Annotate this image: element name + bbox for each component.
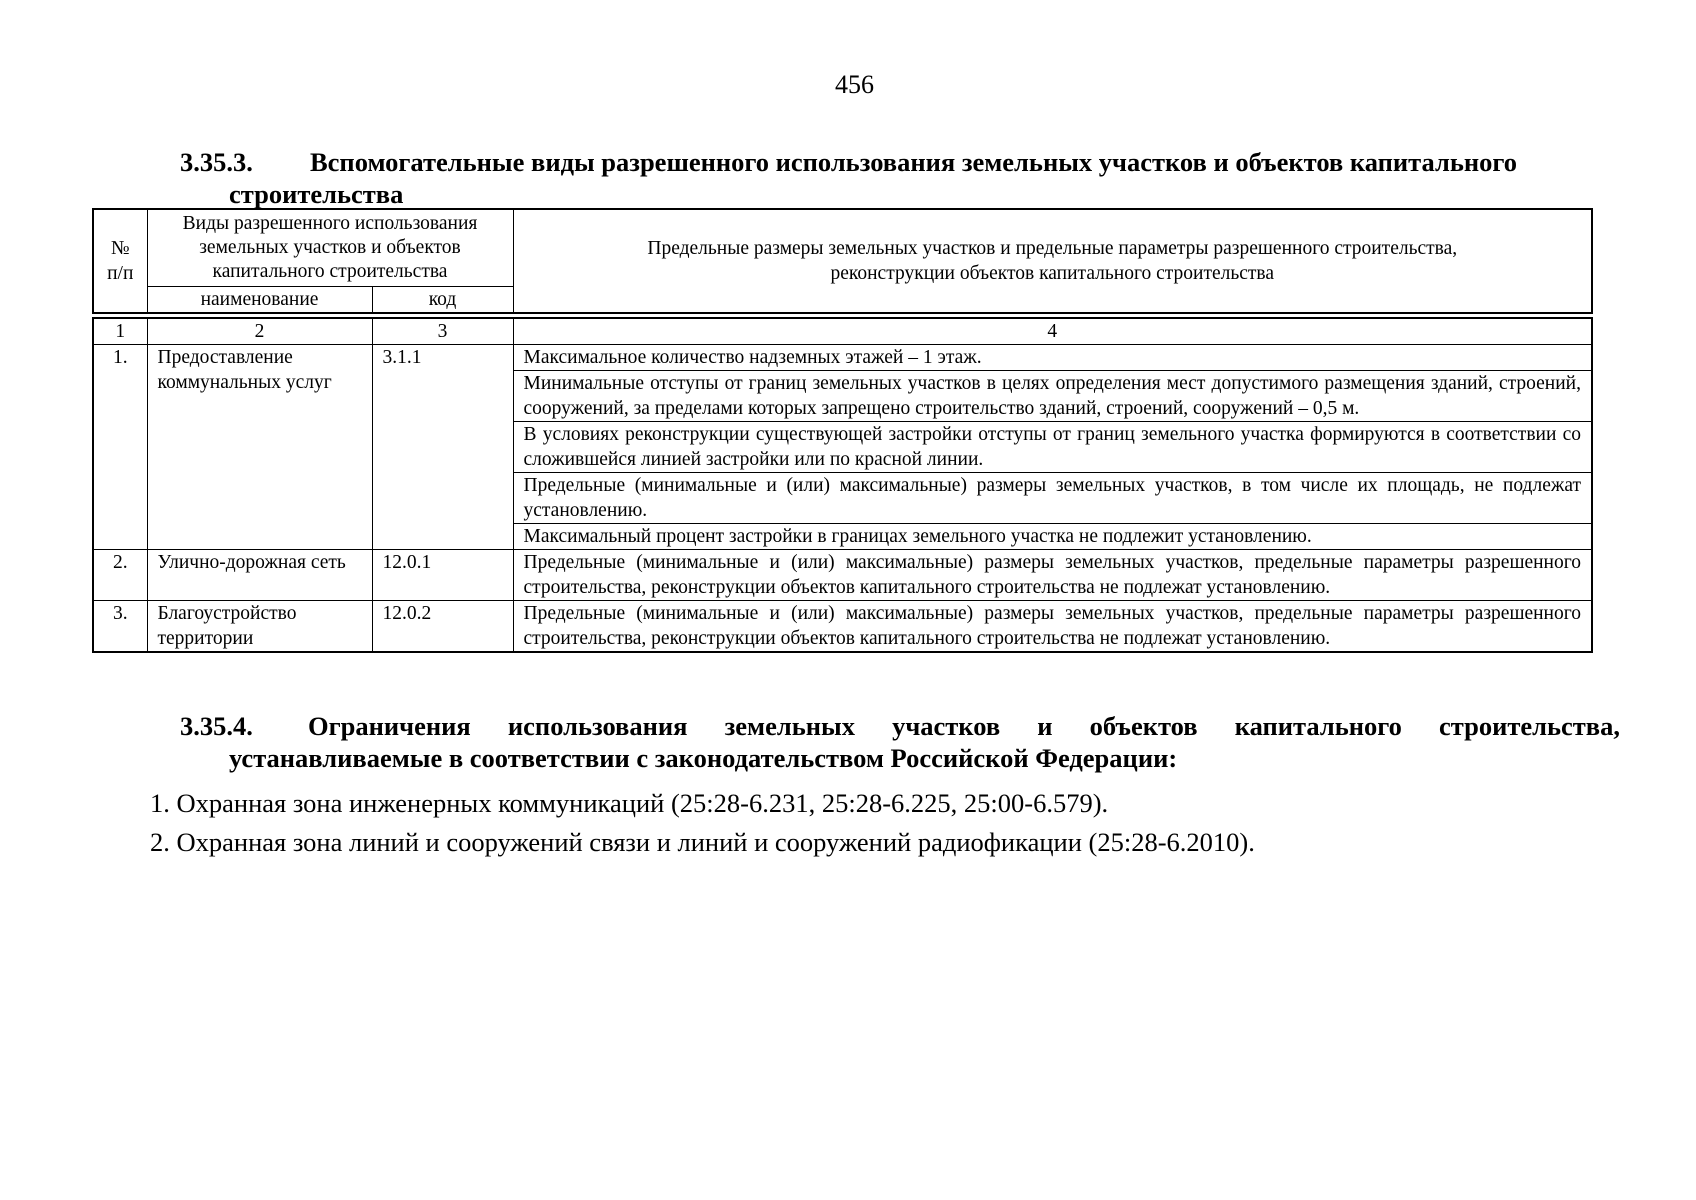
use-code: 3.1.1 [372,345,513,550]
restriction-item: 1. Охранная зона инженерных коммуникаций (25:28-6.231, 25:28-6.225, 25:00-6.579). [150,788,1109,818]
use-code: 12.0.2 [372,601,513,653]
header-code: код [372,286,513,313]
row-number: 1. [93,345,147,550]
column-numbers-row [93,318,1592,345]
table-row [93,601,1592,653]
use-name: Улично-дорожная сеть [147,550,372,601]
use-name: Предоставление коммунальных услуг [147,345,372,550]
header-name: наименование [147,286,372,313]
section-title-line1: Вспомогательные виды разрешенного использования земельных участков и объектов капитального [310,147,1518,177]
section-number: 3.35.3. [180,147,253,177]
parameter-cell: Минимальные отступы от границ земельных участков в целях определения мест допустимого размещения зданий, строений, сооружений, за пределами которых запрещено строительство зданий, строений, сооружений – 0,5 м. [513,371,1592,422]
header-limits: Предельные размеры земельных участков и предельные параметры разрешенного строительства, реконструкции объектов капитального строительства [513,209,1592,313]
use-name: Благоустройство территории [147,601,372,653]
use-code: 12.0.1 [372,550,513,601]
restriction-item: 2. Охранная зона линий и сооружений связи и линий и сооружений радиофикации (25:28-6.2010). [150,827,1255,857]
parameter-cell: В условиях реконструкции существующей застройки отступы от границ земельного участка формируются в соответствии со сложившейся линией застройки или по красной линии. [513,422,1592,473]
table-row [93,345,1592,371]
parameter-cell: Максимальное количество надземных этажей – 1 этаж. [513,345,1592,371]
page-number: 456 [835,70,874,99]
table-row [93,550,1592,601]
section-title-line1: Ограничения использования земельных участков и объектов капитального строительства, [308,711,1620,741]
parameter-cell: Предельные (минимальные и (или) максимальные) размеры земельных участков, в том числе их площадь, не подлежат установлению. [513,473,1592,524]
column-number: 1 [93,318,147,345]
parameter-cell: Максимальный процент застройки в границах земельного участка не подлежит установлению. [513,524,1592,550]
row-number: 2. [93,550,147,601]
section-number: 3.35.4. [180,711,253,741]
header-types: Виды разрешенного использования земельных участков и объектов капитального строительства [147,209,513,286]
section-heading-3-35-4 [180,710,1620,774]
header-num: № п/п [93,209,147,313]
parameter-cell: Предельные (минимальные и (или) максимальные) размеры земельных участков, предельные параметры разрешенного строительства, реконструкции объектов капитального строительства не подлежат установлению. [513,550,1592,601]
section-heading-3-35-3 [180,146,1620,210]
section-title-line2: строительства [229,179,404,209]
parameter-cell: Предельные (минимальные и (или) максимальные) размеры земельных участков, предельные параметры разрешенного строительства, реконструкции объектов капитального строительства не подлежат установлению. [513,601,1592,653]
table-header [92,208,1593,314]
column-number: 2 [147,318,372,345]
section-title-line2: устанавливаемые в соответствии с законодательством Российской Федерации: [229,743,1178,773]
land-use-table [92,317,1593,653]
row-number: 3. [93,601,147,653]
column-number: 3 [372,318,513,345]
column-number: 4 [513,318,1592,345]
